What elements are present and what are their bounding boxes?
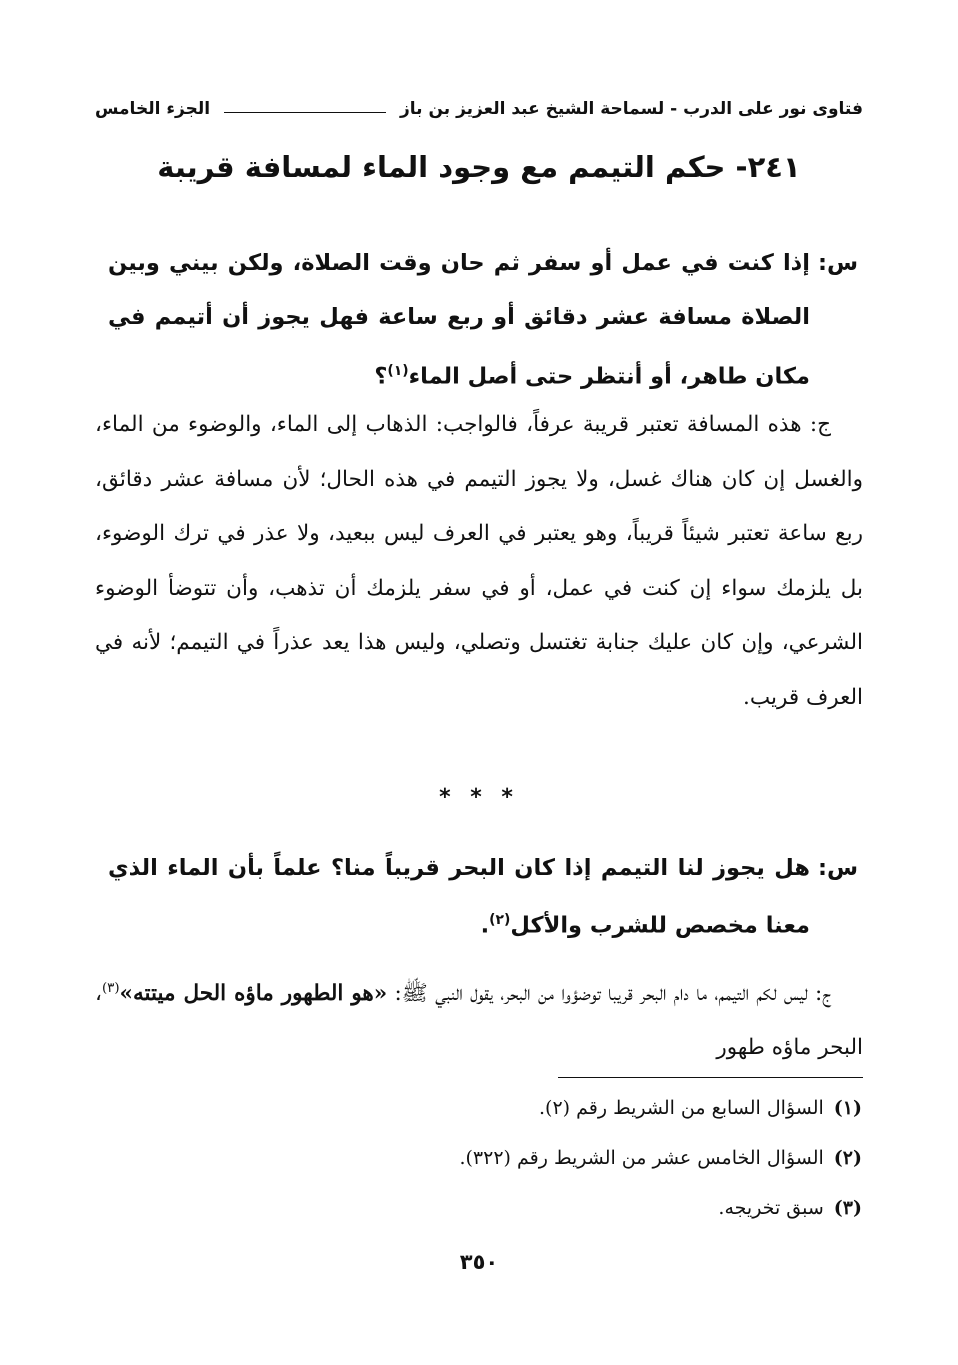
- footnote-ref: (٢): [489, 912, 511, 928]
- answer-2: [95, 962, 863, 1075]
- footnote-text: سبق تخريجه.: [718, 1197, 824, 1219]
- question-2: [108, 842, 858, 952]
- header-rule: [224, 112, 386, 113]
- footnote-number: (٢): [833, 1147, 862, 1169]
- footnote-number: (٣): [833, 1197, 862, 1219]
- question-1: [108, 236, 858, 404]
- footnotes: [300, 1083, 862, 1233]
- footnote-ref: (٣): [101, 981, 120, 996]
- question-text-body: هل يجوز لنا التيمم إذا كان البحر قريباً منا؟ علماً بأن الماء الذي معنا مخصص للشرب والأكل: [108, 855, 810, 939]
- header-book-title: فتاوى نور على الدرب - لسماحة الشيخ عبد العزيز بن باز: [400, 99, 863, 119]
- page-number: ٣٥٠: [459, 1250, 499, 1274]
- question-text: [108, 842, 810, 952]
- question-text-body: إذا كنت في عمل أو سفر ثم حان وقت الصلاة، ولكن بيني وبين الصلاة مسافة عشر دقائق أو ربع ساعة فهل يجوز أن أتيمم في مكان طاهر، أو أنتظر حتى أصل الماء: [108, 250, 810, 390]
- answer-text-end: ، البحر ماؤه طهور: [95, 981, 863, 1061]
- footnote-item: [300, 1083, 862, 1133]
- footnote-ref: (١): [387, 363, 409, 379]
- hadith-quote: «هو الطهور ماؤه الحل ميتته»: [119, 981, 388, 1007]
- question-prefix: س:: [817, 250, 858, 276]
- footnote-text: السؤال الخامس عشر من الشريط رقم (٣٢٢).: [459, 1147, 824, 1169]
- footnote-number: (١): [833, 1097, 862, 1119]
- question-prefix: س:: [817, 855, 858, 881]
- running-header: [95, 94, 863, 124]
- question-end: .: [480, 912, 490, 939]
- question-end: ؟: [374, 363, 388, 390]
- footnote-text: السؤال السابع من الشريط رقم (٢).: [539, 1097, 824, 1119]
- footnote-rule: [558, 1077, 863, 1078]
- section-separator: * * *: [439, 785, 519, 810]
- header-volume: الجزء الخامس: [95, 99, 211, 119]
- question-text: [108, 236, 810, 404]
- footnote-item: [300, 1133, 862, 1183]
- chapter-title: ٢٤١- حكم التيمم مع وجود الماء لمسافة قريبة: [157, 150, 801, 184]
- footnote-item: [300, 1183, 862, 1233]
- answer-text-start: ج: ليس لكم التيمم، ما دام البحر قريبا توضؤوا من البحر، يقول النبي ﷺ:: [387, 981, 831, 1007]
- answer-1: ج: هذه المسافة تعتبر قريبة عرفاً، فالواجب: الذهاب إلى الماء، والوضوء من الماء، والغسل إن كان هناك غسل، ولا يجوز التيمم في هذه الحال؛ لأن مسافة عشر دقائق، ربع ساعة تعتبر شيئاً قريباً، وهو يعتبر في العرف ليس ببعيد، ولا عذر في ترك الوضوء، بل يلزمك سواء إن كنت في عمل، أو في سفر يلزمك أن تذهب، وأن تتوضأ الوضوء الشرعي، وإن كان عليك جنابة تغتسل وتصلي، وليس هذا يعد عذراً في التيمم؛ لأنه في العرف قريب.: [95, 412, 863, 710]
